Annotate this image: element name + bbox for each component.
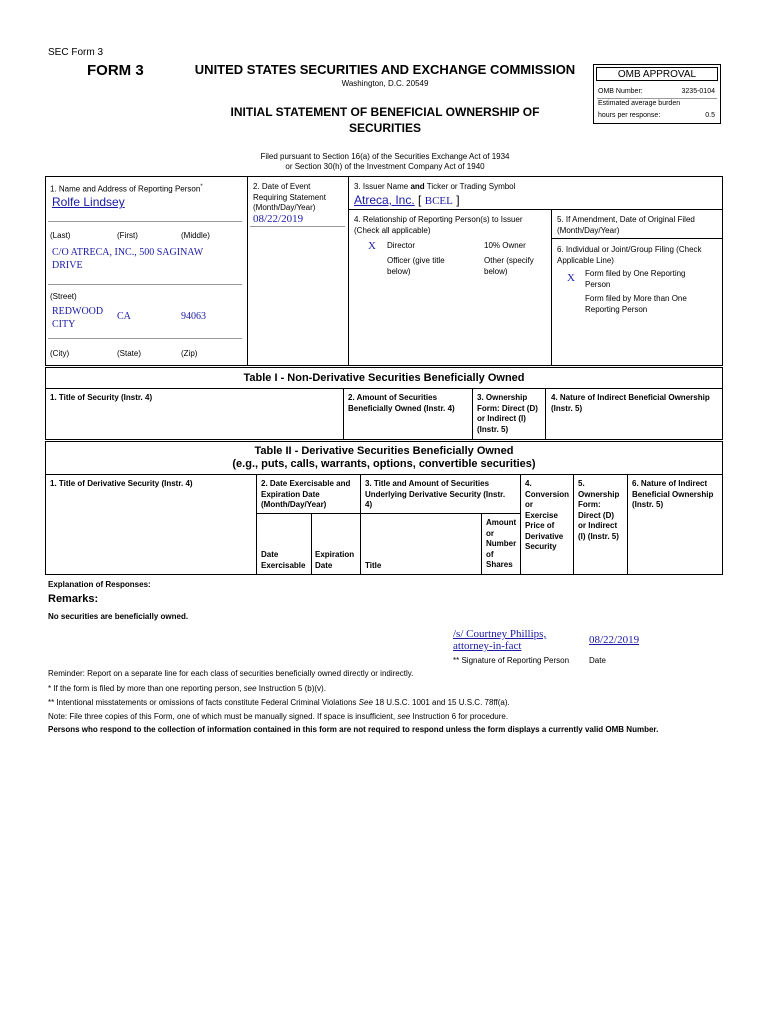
remarks-heading: Remarks: — [48, 593, 99, 605]
reporting-person-address: C/O ATRECA, INC., 500 SAGINAW DRIVE — [52, 247, 204, 271]
multiple-persons-option: Form filed by More than One Reporting Person — [585, 294, 687, 314]
form-title: FORM 3 — [87, 62, 144, 79]
footnote-3: Note: File three copies of this Form, one of which must be manually signed. If space is insufficient, see Instruction 6 for procedure. — [48, 712, 509, 721]
omb-title: OMB APPROVAL — [596, 67, 718, 81]
last-label: (Last) — [50, 231, 71, 240]
t1-col-ownership-form: 3. Ownership Form: Direct (D) or Indirect (I) (Instr. 5) — [477, 393, 538, 434]
t2-subcol-title: Title — [365, 561, 382, 570]
signature-label: ** Signature of Reporting Person — [453, 656, 570, 665]
omb-number-value: 3235-0104 — [681, 88, 715, 95]
table-1-title: Table I - Non-Derivative Securities Beneficially Owned — [243, 372, 525, 384]
middle-label: (Middle) — [181, 231, 210, 240]
t1-col-title: 1. Title of Security (Instr. 4) — [50, 393, 153, 402]
relationship-label: 4. Relationship of Reporting Person(s) to Issuer (Check all applicable) — [354, 215, 523, 235]
filed-pursuant-text: Filed pursuant to Section 16(a) of the Securities Exchange Act of 1934 or Section 30(h) of the Investment Company Act of 1940 — [260, 152, 510, 171]
t2-subcol-date-exercisable: Date Exercisable — [261, 550, 306, 570]
issuer-label: 3. Issuer Name and Ticker or Trading Symbol — [354, 182, 516, 191]
city-label: (City) — [50, 349, 70, 358]
officer-option: Officer (give title below) — [387, 256, 445, 276]
issuer-ticker: BCEL — [424, 195, 453, 207]
omb-hours-value: 0.5 — [705, 112, 715, 119]
footnote-2: ** Intentional misstatements or omissions of facts constitute Federal Criminal Violations See 18 U.S.C. 1001 and 15 U.S.C. 78ff(a). — [48, 698, 510, 707]
state-label: (State) — [117, 349, 142, 358]
ten-percent-owner-option: 10% Owner — [484, 241, 526, 250]
reporting-person-name[interactable]: Rolfe Lindsey — [52, 195, 125, 209]
street-label: (Street) — [50, 292, 77, 301]
explanation-heading: Explanation of Responses: — [48, 580, 151, 589]
agency-address: Washington, D.C. 20549 — [341, 79, 429, 88]
t2-col-ownership-form: 5. Ownership Form: Direct (D) or Indirect (I) (Instr. 5) — [578, 479, 620, 541]
reminder-text: Reminder: Report on a separate line for each class of securities beneficially owned directly or indirectly. — [48, 669, 414, 678]
statement-title: INITIAL STATEMENT OF BENEFICIAL OWNERSHIP OF SECURITIES — [230, 105, 540, 135]
t1-col-nature: 4. Nature of Indirect Beneficial Ownership (Instr. 5) — [551, 393, 710, 413]
t2-col-nature: 6. Nature of Indirect Beneficial Ownership (Instr. 5) — [632, 479, 714, 509]
filing-type-label: 6. Individual or Joint/Group Filing (Check Applicable Line) — [557, 245, 702, 265]
one-person-option: Form filed by One Reporting Person — [585, 269, 686, 289]
remarks-text: No securities are beneficially owned. — [48, 612, 189, 621]
reporting-person-zip: 94063 — [181, 311, 206, 322]
reporting-person-label: 1. Name and Address of Reporting Person* — [50, 184, 203, 194]
amendment-label: 5. If Amendment, Date of Original Filed (Month/Day/Year) — [557, 215, 695, 235]
omb-hours-label: hours per response: — [598, 112, 661, 119]
sec-form-label: SEC Form 3 — [48, 47, 104, 58]
omb-notice: Persons who respond to the collection of information contained in this form are not required to respond unless the form displays a currently valid OMB Number. — [48, 725, 659, 734]
signature-link[interactable]: /s/ Courtney Phillips, attorney-in-fact — [453, 628, 547, 652]
signature-date: 08/22/2019 — [589, 634, 640, 646]
issuer-name-link[interactable]: Atreca, Inc. — [354, 193, 415, 207]
table-2-title: Table II - Derivative Securities Beneficially Owned (e.g., puts, calls, warrants, options, convertible securities) — [232, 445, 536, 470]
director-option: Director — [387, 241, 416, 250]
one-person-checkmark[interactable]: X — [567, 272, 575, 284]
reporting-person-state: CA — [117, 311, 131, 322]
event-date-label: 2. Date of Event Requiring Statement (Month/Day/Year) — [253, 182, 326, 212]
other-option: Other (specify below) — [484, 256, 534, 276]
t2-col-title: 1. Title of Derivative Security (Instr. 4) — [50, 479, 193, 488]
t2-subcol-expiration-date: Expiration Date — [315, 550, 355, 570]
agency-title: UNITED STATES SECURITIES AND EXCHANGE COMMISSION — [194, 62, 576, 77]
omb-burden-label: Estimated average burden — [598, 100, 681, 107]
issuer-name-ticker: Atreca, Inc. [ BCEL ] — [354, 193, 460, 207]
omb-approval-box — [593, 64, 721, 124]
t2-col-date-exercisable: 2. Date Exercisable and Expiration Date (Month/Day/Year) — [261, 479, 351, 509]
event-date-value: 08/22/2019 — [253, 213, 304, 225]
omb-number-label: OMB Number: — [598, 88, 643, 95]
reporting-person-city: REDWOOD CITY — [52, 306, 104, 330]
zip-label: (Zip) — [181, 349, 198, 358]
t2-col-underlying: 3. Title and Amount of Securities Underlying Derivative Security (Instr. 4) — [365, 479, 506, 509]
t1-col-amount: 2. Amount of Securities Beneficially Owned (Instr. 4) — [348, 393, 455, 413]
t2-col-conversion: 4. Conversion or Exercise Price of Derivative Security — [525, 479, 570, 551]
date-label: Date — [589, 656, 606, 665]
director-checkmark[interactable]: X — [368, 240, 376, 252]
footnote-1: * If the form is filed by more than one reporting person, see Instruction 5 (b)(v). — [48, 684, 326, 693]
first-label: (First) — [117, 231, 138, 240]
t2-subcol-amount: Amount or Number of Shares — [486, 518, 517, 569]
